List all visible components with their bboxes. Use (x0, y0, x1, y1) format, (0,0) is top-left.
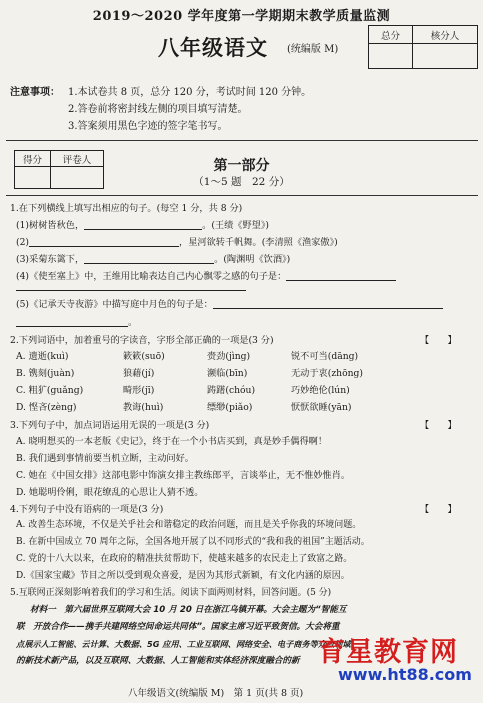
note-item: 2.答卷前将密封线左侧的项目填写清楚。 (68, 104, 248, 115)
edition-label: (统编版 M) (287, 44, 339, 55)
q5-material-line: 材料一 第六届世界互联网大会 10 月 20 日在浙江乌镇开幕。大会主题为“智能互 (30, 605, 347, 615)
q2-option-a: 簌簌(suō) (123, 351, 165, 362)
q1-text: (5)《记承天寺夜游》中描写庭中月色的句子是： (16, 299, 213, 310)
q5-stem: 5.互联网正深刻影响着我们的学习和生活。阅读下面两则材料，回答问题。(5 分) (10, 588, 332, 598)
q1-text: (4)《使至塞上》中，王维用比喻表达自己内心飘零之感的句子是： (16, 271, 287, 282)
q4-answer-bracket[interactable]: 【 】 (420, 504, 457, 515)
divider (6, 140, 478, 141)
q1-text: (1)树树皆秋色， (16, 220, 85, 231)
q4-option-b: B. 在新中国成立 70 周年之际，全国各地开展了以不同形式的“我和我的祖国”主题活动。 (16, 537, 370, 547)
part-subtitle: （1～5 题 22 分） (193, 176, 290, 188)
q2-option-b: 狼藉(jí) (123, 368, 155, 379)
q5-material-line: 点展示人工智能、云计算、大数据、5G 应用、工业互联网、网络安全、电子商务等众点领域 (16, 639, 351, 649)
divider (6, 195, 478, 196)
q3-option-d: D. 她聪明伶俐，眼花缭乱的心思让人猜不透。 (16, 487, 204, 498)
q3-answer-bracket[interactable]: 【 】 (420, 420, 457, 431)
grader-name-label: 评卷人 (50, 151, 103, 167)
q1-text: (2) (16, 237, 30, 248)
q1-line-1 (16, 221, 269, 230)
q3-option-b: B. 我们遇到事情前要当机立断，主动问好。 (16, 453, 194, 464)
score-checker-label: 核分人 (413, 26, 478, 44)
q1-blank-2[interactable] (29, 246, 179, 247)
exam-header: 2019～2020 学年度第一学期期末教学质量监测 (92, 9, 391, 24)
q2-option-a: 锐不可当(dāng) (291, 351, 359, 362)
q2-option-b: 濒临(bīn) (207, 368, 248, 379)
q1-blank-4[interactable] (286, 280, 396, 281)
q1-text: (3)采菊东篱下， (16, 254, 85, 265)
score-total-cell[interactable] (369, 44, 413, 69)
q2-option-a: A. 遗逝(kuì) (16, 351, 69, 362)
q2-option-d: D. 悭吝(zèng) (16, 402, 77, 413)
q5-material-line: 的新技术新产品，以及互联网、大数据、人工智能和实体经济深度融合的新 (16, 656, 300, 666)
q1-line-5 (16, 300, 443, 309)
q1-text: 。 (128, 317, 138, 328)
q2-answer-bracket[interactable]: 【 】 (420, 335, 457, 346)
part-title: 第一部分 (213, 158, 270, 174)
grader-score-label: 得分 (15, 151, 51, 167)
q2-option-c: 畸形(jī) (123, 385, 155, 396)
q2-option-d: 缥缈(piǎo) (207, 402, 253, 413)
q1-blank-5[interactable] (213, 308, 443, 309)
q1-text: 。(陶渊明《饮酒》) (214, 254, 291, 265)
q2-option-d: 教诲(huì) (123, 402, 164, 413)
q4-option-a: A. 改善生态环境，不仅是关乎社会和谐稳定的政治问题，而且是关乎你我的环境问题。 (16, 520, 362, 530)
q2-option-c: 踌躇(chóu) (207, 385, 256, 396)
watermark-logo-text: 育星教育网 (318, 637, 458, 668)
q1-blank-4b[interactable] (16, 278, 246, 291)
q2-option-b: 无动于衷(zhōng) (291, 368, 364, 379)
q1-text: 。(王绩《野望》) (202, 220, 270, 231)
q1-blank-3[interactable] (84, 263, 214, 264)
q1-blank-1[interactable] (84, 229, 202, 230)
q3-stem: 3.下列句子中，加点词语运用无误的一项是(3 分) (10, 420, 210, 431)
q2-stem: 2.下列词语中，加着重号的字读音，字形全部正确的一项是(3 分) (10, 335, 274, 346)
q2-option-b: B. 镌刻(juàn) (16, 368, 75, 379)
q1-line-5b (16, 318, 137, 327)
q2-option-d: 恹恹欲睡(yān) (291, 402, 352, 413)
q1-blank-5b[interactable] (16, 326, 128, 327)
q1-line-3 (16, 255, 290, 264)
notes-label: 注意事项： (10, 87, 60, 98)
q4-option-c: C. 党的十八大以来，在政府的精准扶贫帮助下，使越来越多的农民走上了致富之路。 (16, 554, 353, 564)
watermark-url: www.ht88.com (338, 665, 472, 684)
q4-option-d: D.《国家宝藏》节目之所以受到观众喜爱，是因为其形式新颖，有文化内涵的原因。 (16, 571, 350, 581)
score-checker-cell[interactable] (413, 44, 478, 69)
q3-option-a: A. 晓明想买的一本老版《史记》，终于在一个小书店买到，真是妙手偶得啊！ (16, 436, 328, 447)
score-total-label: 总分 (369, 26, 413, 44)
q5-material-line: 联 开放合作——携手共建网络空间命运共同体”。国家主席习近平致贺信。大会将重 (16, 622, 340, 632)
page-title: 八年级语文 (158, 35, 268, 60)
q1-line-2 (16, 238, 338, 247)
score-box (368, 25, 478, 69)
note-item: 1.本试卷共 8 页，总分 120 分，考试时间 120 分钟。 (68, 87, 312, 98)
q4-stem: 4.下列句子中没有语病的一项是(3 分) (10, 504, 164, 515)
page-footer: 八年级语文(统编版 M) 第 1 页(共 8 页) (128, 688, 304, 699)
q2-option-c: C. 粗犷(guǎng) (16, 385, 84, 396)
q1-text: ，星河欲转千帆舞。(李清照《渔家傲》) (179, 237, 338, 248)
q1-stem: 1.在下列横线上填写出相应的句子。(每空 1 分，共 8 分) (10, 203, 243, 214)
q3-option-c: C. 她在《中国女排》这部电影中饰演女排主教练郎平，言谈举止，无不惟妙惟肖。 (16, 470, 351, 481)
q2-option-a: 赍劲(jìng) (207, 351, 251, 362)
note-item: 3.答案须用黑色字迹的签字笔书写。 (68, 121, 228, 132)
q2-option-c: 巧妙绝伦(lún) (291, 385, 350, 396)
watermark-logo (318, 630, 458, 669)
